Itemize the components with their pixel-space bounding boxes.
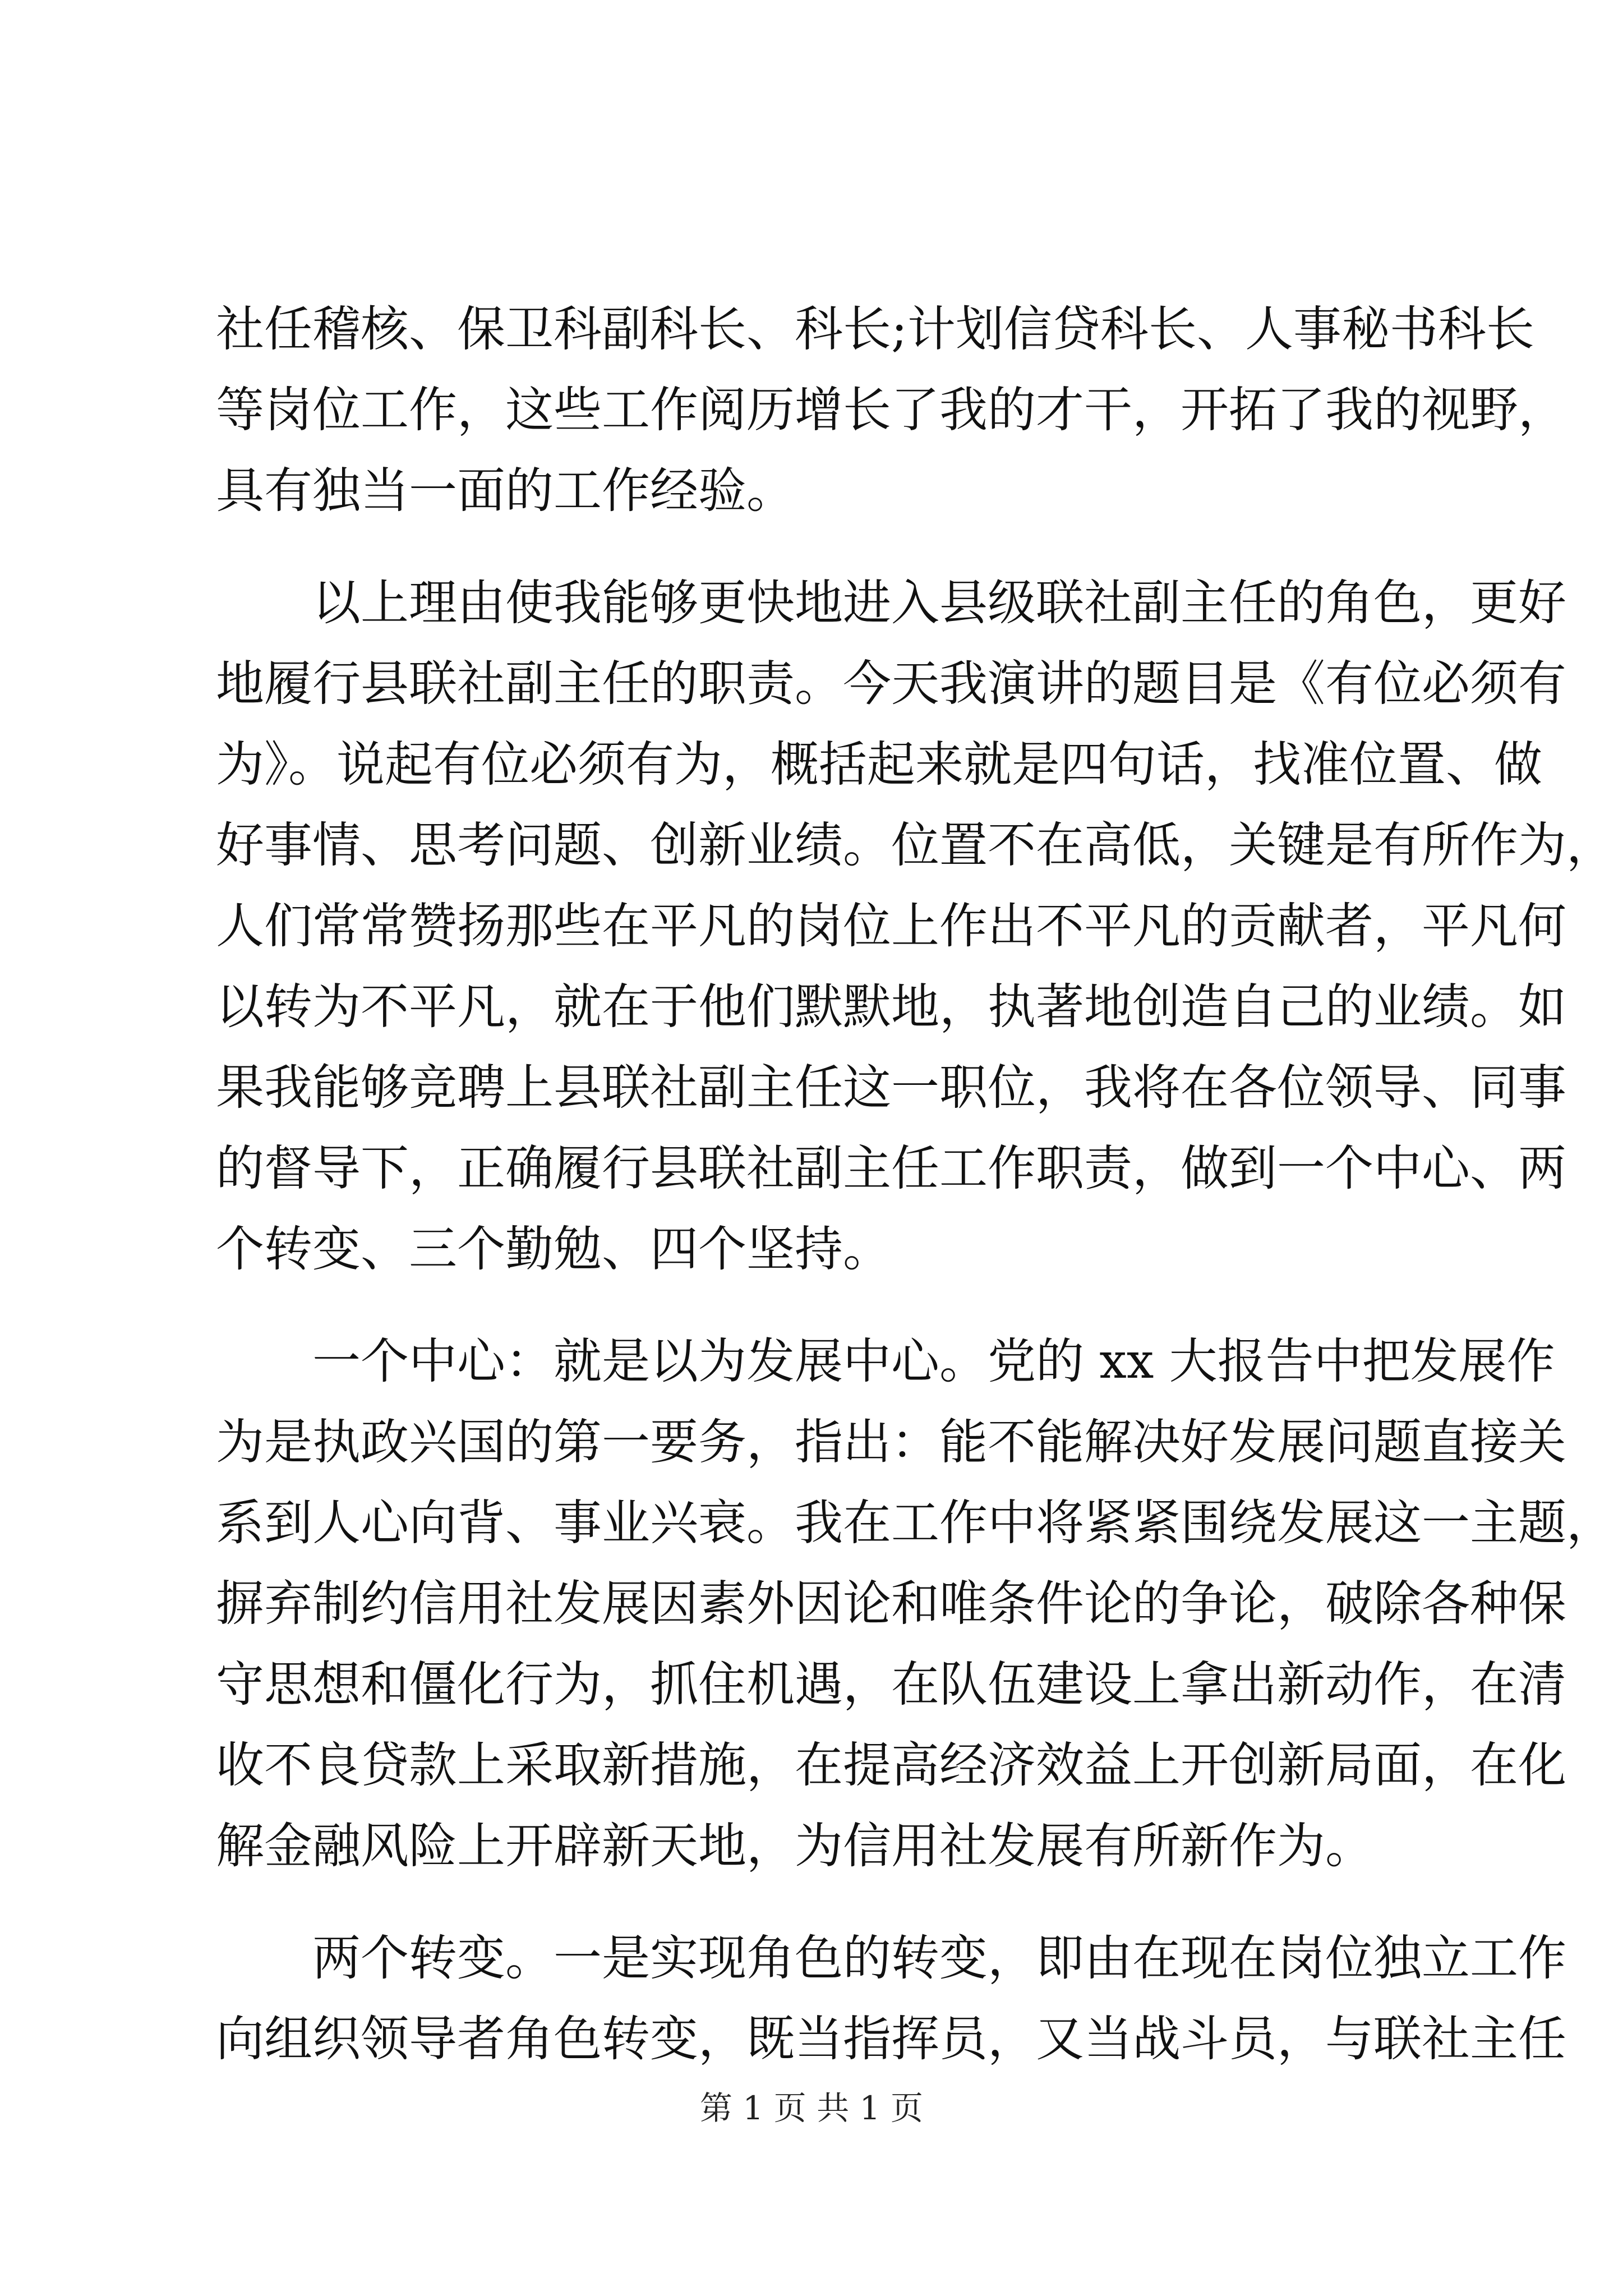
text-line: 一个中心：就是以为发展中心。党的 xx 大报告中把发展作: [216, 1333, 1555, 1389]
paragraph-2: [216, 563, 1615, 1290]
paragraph-spacer: [216, 1887, 1416, 1918]
text-line: 为是执政兴国的第一要务，指出：能不能解决好发展问题直接关: [216, 1414, 1566, 1470]
paragraph-3: [216, 1321, 1615, 1887]
text-line: 的督导下，正确履行县联社副主任工作职责，做到一个中心、两: [216, 1140, 1566, 1197]
paragraph-4: [216, 1918, 1566, 2079]
text-line: 为》。说起有位必须有为，概括起来就是四句话，找准位置、做: [216, 737, 1542, 793]
text-line: 以转为不平凡，就在于他们默默地，执著地创造自己的业绩。如: [216, 979, 1566, 1035]
text-line: 社任稽核、保卫科副科长、科长;计划信贷科长、人事秘书科长: [216, 301, 1534, 357]
text-line: 具有独当一面的工作经验。: [216, 463, 795, 519]
page-footer: 第 1 页 共 1 页: [700, 2089, 923, 2127]
text-line: 好事情、思考问题、创新业绩。位置不在高低，关键是有所作为，: [216, 817, 1615, 873]
text-line: 解金融风险上开辟新天地，为信用社发展有所新作为。: [216, 1818, 1373, 1874]
paragraph-spacer: [216, 531, 1416, 563]
text-line: 收不良贷款上采取新措施，在提高经济效益上开创新局面，在化: [216, 1737, 1566, 1793]
text-line: 摒弃制约信用社发展因素外因论和唯条件论的争论，破除各种保: [216, 1576, 1566, 1632]
text-line: 果我能够竞聘上县联社副主任这一职位，我将在各位领导、同事: [216, 1060, 1566, 1116]
paragraph-spacer: [216, 1290, 1416, 1321]
text-line: 地履行县联社副主任的职责。今天我演讲的题目是《有位必须有: [216, 656, 1566, 712]
text-line: 人们常常赞扬那些在平凡的岗位上作出不平凡的贡献者，平凡何: [216, 898, 1566, 954]
text-line: 守思想和僵化行为，抓住机遇，在队伍建设上拿出新动作，在清: [216, 1657, 1566, 1713]
text-line: 以上理由使我能够更快地进入县级联社副主任的角色，更好: [216, 575, 1566, 631]
text-line: 两个转变。一是实现角色的转变，即由在现在岗位独立工作: [216, 1930, 1566, 1986]
paragraph-1: [216, 289, 1566, 531]
text-line: 向组织领导者角色转变，既当指挥员，又当战斗员，与联社主任: [216, 2011, 1566, 2067]
text-line: 等岗位工作，这些工作阅历增长了我的才干，开拓了我的视野，: [216, 382, 1566, 438]
document-body: [216, 289, 1615, 2079]
text-line: 个转变、三个勤勉、四个坚持。: [216, 1221, 891, 1277]
text-line: 系到人心向背、事业兴衰。我在工作中将紧紧围绕发展这一主题，: [216, 1495, 1615, 1551]
